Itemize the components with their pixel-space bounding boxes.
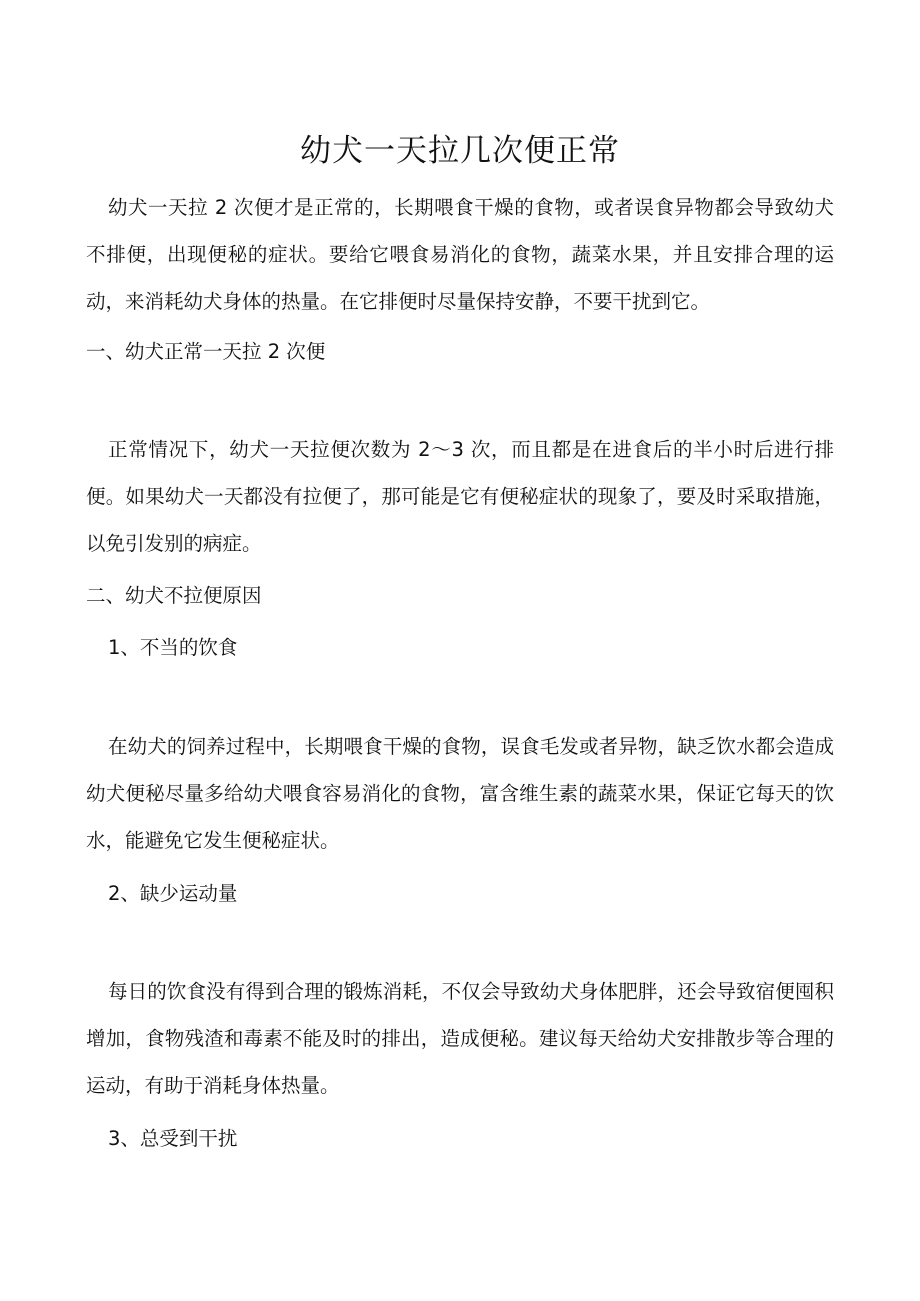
- subsection-3-heading: 3、总受到干扰: [108, 1127, 238, 1150]
- subsection-2-heading: 2、缺少运动量: [108, 882, 238, 905]
- subsection-1-heading: 1、不当的饮食: [108, 636, 238, 659]
- subsection-2-paragraph: 每日的饮食没有得到合理的锻炼消耗，不仅会导致幼犬身体肥胖，还会导致宿便囤积增加，食物残渣和毒素不能及时的排出，造成便秘。建议每天给幼犬安排散步等合理的运动，有助于消耗身体热量。: [86, 980, 834, 1097]
- section-2-heading: 二、幼犬不拉便原因: [86, 584, 262, 607]
- intro-paragraph: 幼犬一天拉 2 次便才是正常的，长期喂食干燥的食物，或者误食异物都会导致幼犬不排便，出现便秘的症状。要给它喂食易消化的食物，蔬菜水果，并且安排合理的运动，来消耗幼犬身体的热量。在它排便时尽量保持安静，不要干扰到它。: [86, 196, 834, 313]
- subsection-1-paragraph: 在幼犬的饲养过程中，长期喂食干燥的食物，误食毛发或者异物，缺乏饮水都会造成幼犬便秘尽量多给幼犬喂食容易消化的食物，富含维生素的蔬菜水果，保证它每天的饮水，能避免它发生便秘症状。: [86, 735, 834, 852]
- document-title: 幼犬一天拉几次便正常: [300, 133, 620, 169]
- section-1-paragraph: 正常情况下，幼犬一天拉便次数为 2～3 次，而且都是在进食后的半小时后进行排便。如果幼犬一天都没有拉便了，那可能是它有便秘症状的现象了，要及时采取措施，以免引发别的病症。: [86, 438, 834, 555]
- section-1-heading: 一、幼犬正常一天拉 2 次便: [86, 340, 326, 363]
